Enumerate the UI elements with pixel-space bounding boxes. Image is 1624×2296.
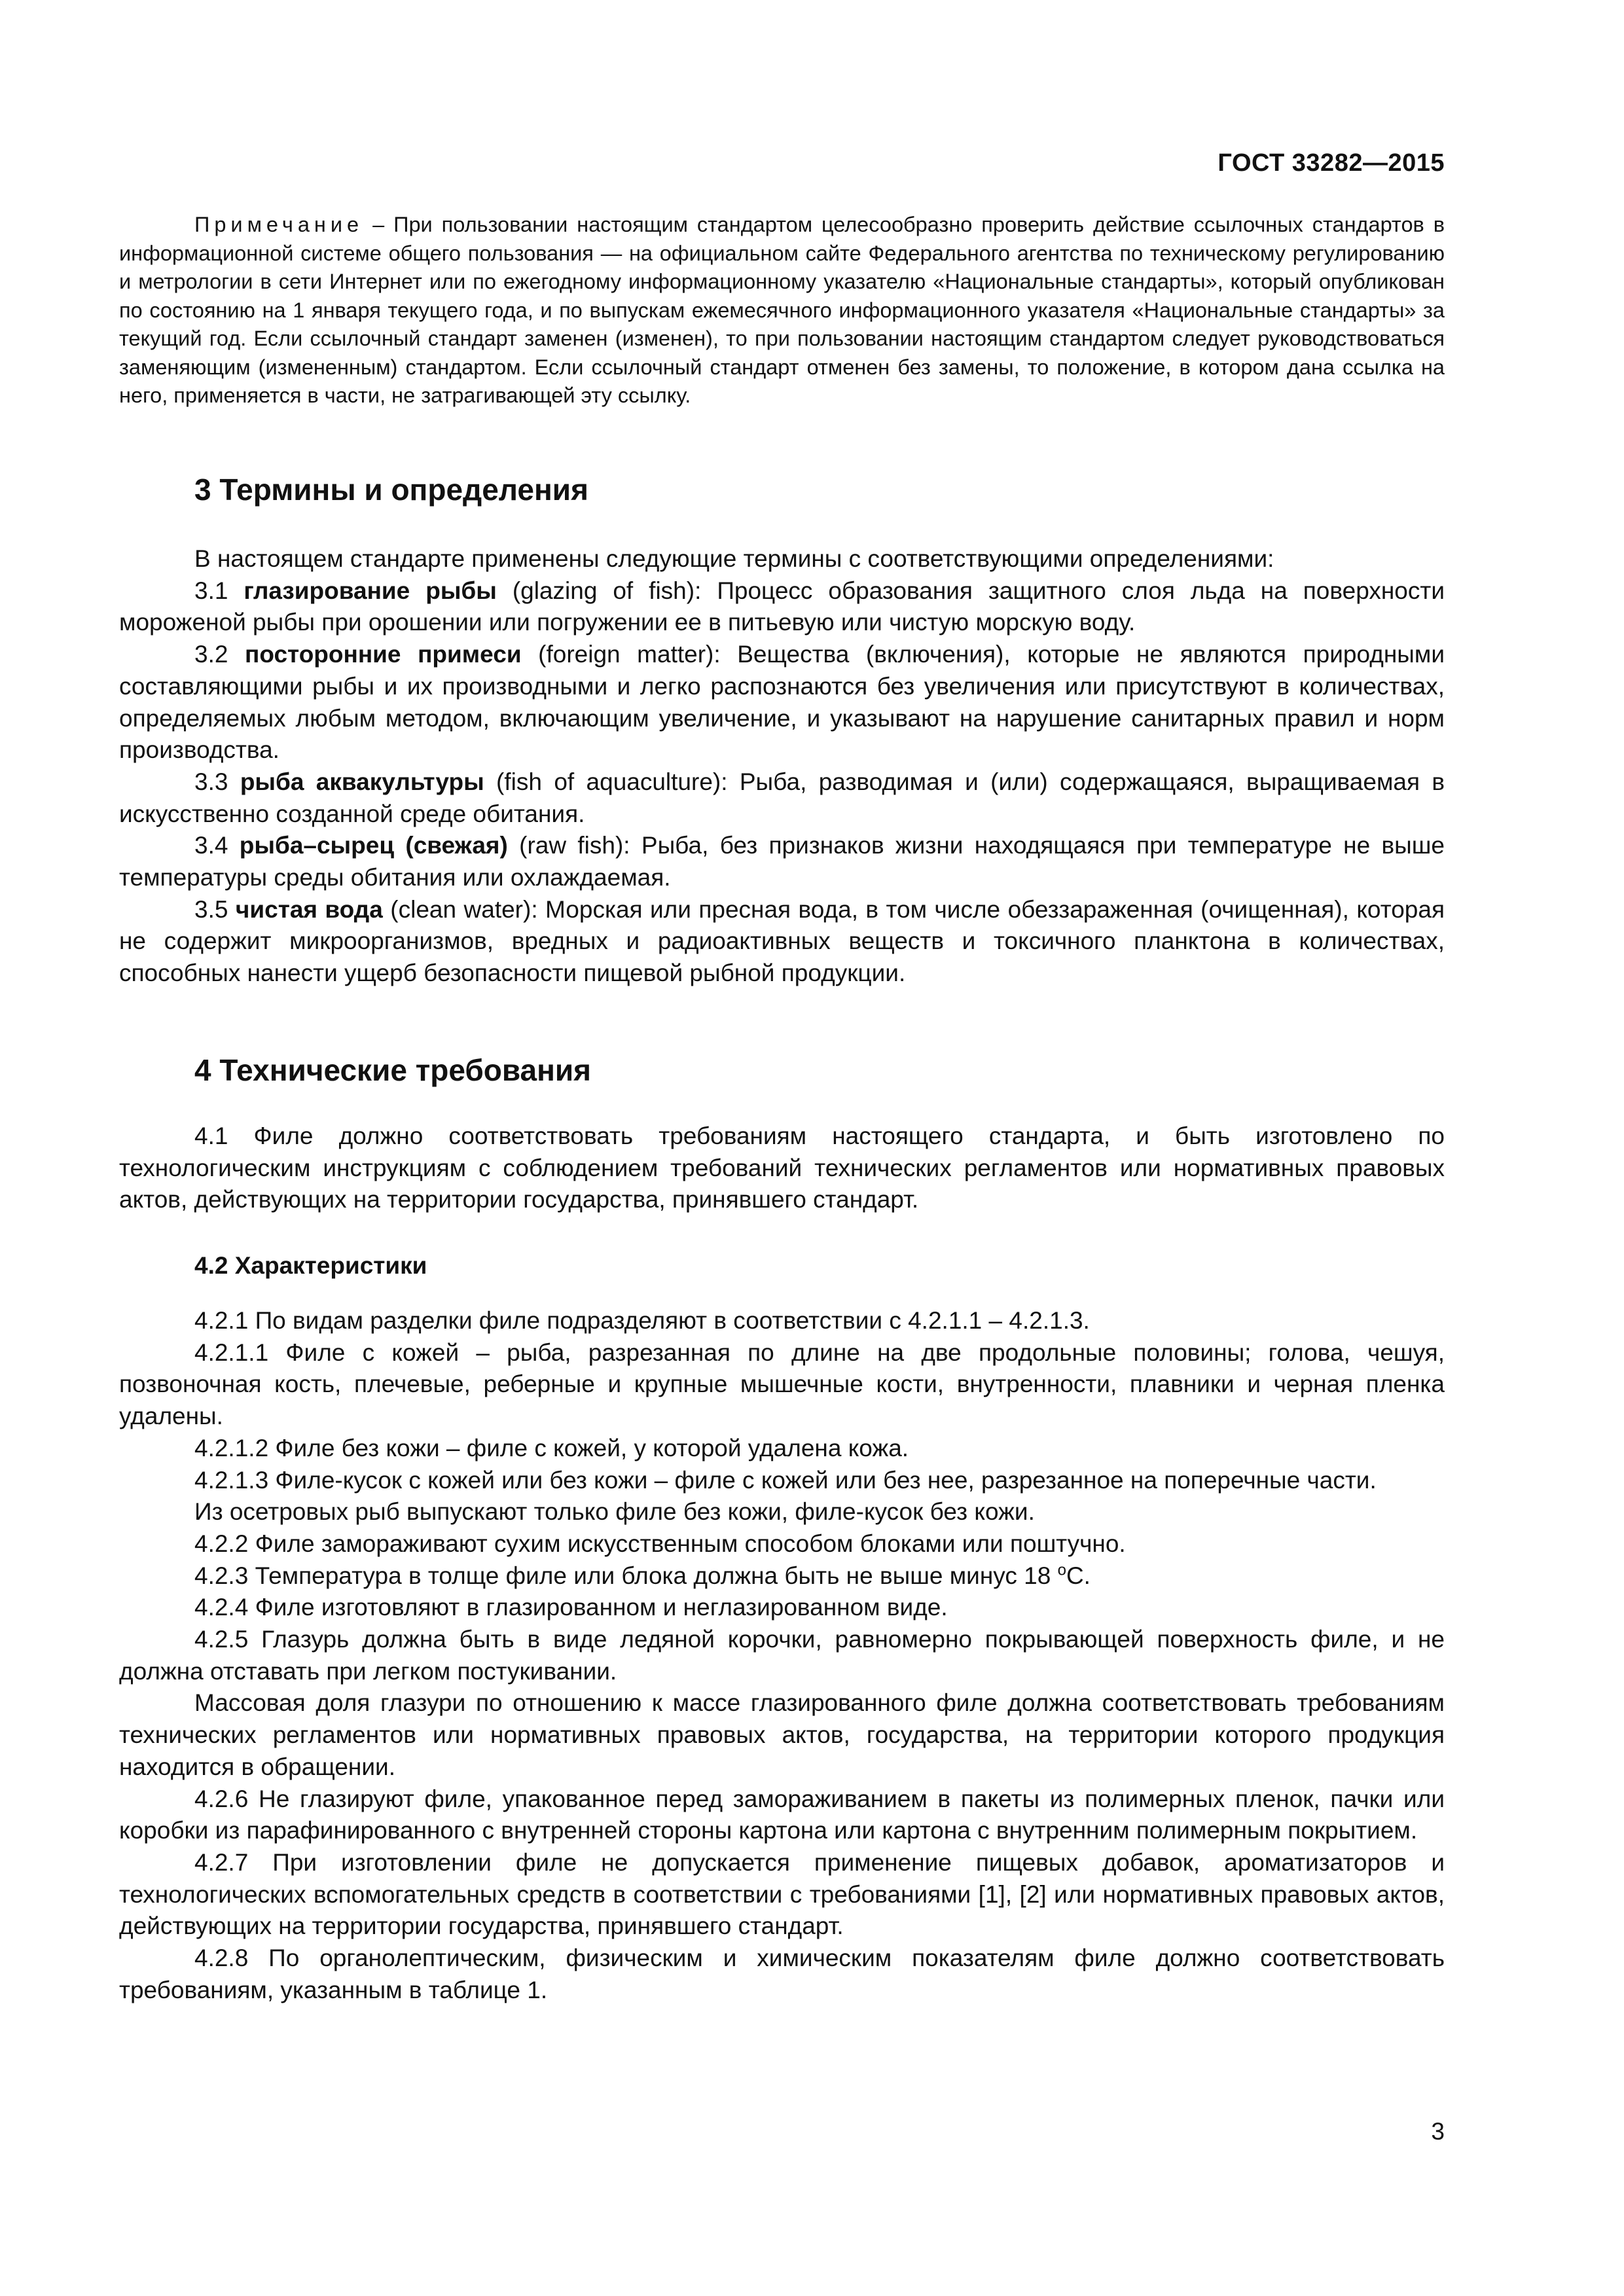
paragraph-4-2-6: 4.2.6 Не глазируют филе, упакованное перед замораживанием в пакеты из полимерных пленок, пачки или коробки из парафинированного с внутренней стороны картона или картона с внутренним полимерным покрытием. (119, 1785, 1445, 1844)
paragraph-4-2-1: 4.2.1 По видам разделки филе подразделяют в соответствии с 4.2.1.1 – 4.2.1.3. (194, 1307, 1090, 1334)
paragraph-4-2-4: 4.2.4 Филе изготовляют в глазированном и неглазированном виде. (194, 1594, 948, 1621)
section-3-title: 3 Термины и определения (194, 473, 588, 507)
subsection-4-2-title: 4.2 Характеристики (194, 1252, 427, 1279)
section-4-1 (119, 1121, 1445, 1216)
degree-sign: о (1057, 1561, 1066, 1579)
paragraph-sturgeon: Из осетровых рыб выпускают только филе без кожи, филе-кусок без кожи. (194, 1498, 1035, 1526)
page-number: 3 (1431, 2118, 1445, 2145)
term-3-2: 3.2 посторонние примеси (foreign matter): Вещества (включения), которые не являются природными составляющими рыбы и их производными и легко распознаются без увеличения или присутствуют в количествах, определяемых любым методом, включающим увеличение, и указывают на нарушение санитарных правил и норм производства. (119, 641, 1445, 764)
paragraph-4-2-5: 4.2.5 Глазурь должна быть в виде ледяной корочки, равномерно покрывающей поверхность филе, и не должна отставать при легком постукивании. (119, 1626, 1445, 1685)
paragraph-4-2-1-2: 4.2.1.2 Филе без кожи – филе с кожей, у которой удалена кожа. (194, 1434, 909, 1462)
term-name: рыба аквакультуры (240, 768, 484, 795)
term-3-4: 3.4 рыба–сырец (свежая) (raw fish): Рыба, без признаков жизни находящаяся при температуре не выше температуры среды обитания или охлаждаемая. (119, 832, 1445, 891)
section-3-body (119, 543, 1445, 990)
paragraph-4-2-1-1: 4.2.1.1 Филе с кожей – рыба, разрезанная по длине на две продольные половины; голова, чешуя, позвоночная кость, плечевые, реберные и крупные мышечные кости, внутренности, плавники и черная пленка удалены. (119, 1338, 1445, 1430)
document-code: ГОСТ 33282—2015 (1218, 149, 1445, 177)
paragraph-4-2-8: 4.2.8 По органолептическим, физическим и химическим показателям филе должно соответствовать требованиям, указанным в таблице 1. (119, 1945, 1445, 2003)
term-name: посторонние примеси (245, 641, 522, 668)
term-3-3: 3.3 рыба аквакультуры (fish of aquaculture): Рыба, разводимая и (или) содержащаяся, выращиваемая в искусственно созданной среде обитания. (119, 768, 1445, 827)
term-name: чистая вода (235, 895, 383, 923)
section-4-2-body (119, 1305, 1445, 2006)
term-3-5: 3.5 чистая вода (clean water): Морская или пресная вода, в том числе обеззараженная (очищенная), которая не содержит микроорганизмов, вредных и радиоактивных веществ и токсичного планктона в количествах, способных нанести ущерб безопасности пищевой рыбной продукции. (119, 895, 1445, 987)
section-4-title: 4 Технические требования (194, 1053, 591, 1087)
term-name: рыба–сырец (свежая) (239, 832, 508, 859)
paragraph-4-2-2: 4.2.2 Филе замораживают сухим искусственным способом блоками или поштучно. (194, 1530, 1126, 1557)
paragraph-4-2-7: 4.2.7 При изготовлении филе не допускается применение пищевых добавок, ароматизаторов и технологических вспомогательных средств в соответствии с требованиями [1], [2] или нормативных правовых актов, действующих на территории государства, принявшего стандарт. (119, 1848, 1445, 1940)
paragraph-4-2-1-3: 4.2.1.3 Филе-кусок с кожей или без кожи – филе с кожей или без нее, разрезанное на поперечные части. (194, 1466, 1377, 1494)
paragraph-glaze: Массовая доля глазури по отношению к массе глазированного филе должна соответствовать требованиям технических регламентов или нормативных правовых актов, государства, на территории которого продукция находится в обращении. (119, 1689, 1445, 1780)
paragraph-4-2-3: 4.2.3 Температура в толще филе или блока должна быть не выше минус 18 $^о$С. (194, 1561, 1091, 1589)
section-3-intro: В настоящем стандарте применены следующие термины с соответствующими определениями: (194, 545, 1274, 572)
note-paragraph: Примечание – При пользовании настоящим стандартом целесообразно проверить действие ссылочных стандартов в информационной системе общего пользования — на официальном сайте Федерального агентства по техническому регулированию и метрологии в сети Интернет или по ежегодному информационному указателю «Национальные стандарты», который опубликован по состоянию на 1 января текущего года, и по выпускам ежемесячного информационного указателя «Национальные стандарты» за текущий год. Если ссылочный стандарт заменен (изменен), то при пользовании настоящим стандартом следует руководствоваться заменяющим (измененным) стандартом. Если ссылочный стандарт отменен без замены, то положение, в котором дана ссылка на него, применяется в части, не затрагивающей эту ссылку. (119, 213, 1445, 407)
note-lead: Примечание (194, 213, 364, 236)
note-text: При пользовании настоящим стандартом целесообразно проверить действие ссылочных стандартов в информационной системе общего пользования — на официальном сайте Федерального агентства по техническому регулированию и метрологии в сети Интернет или по ежегодному информационному указателю «Национальные стандарты», который опубликован по состоянию на 1 января текущего года, и по выпускам ежемесячного информационного указателя «Национальные стандарты» за текущий год. Если ссылочный стандарт заменен (изменен), то при пользовании настоящим стандартом следует руководствоваться заменяющим (измененным) стандартом. Если ссылочный стандарт отменен без замены, то положение, в котором дана ссылка на него, применяется в части, не затрагивающей эту ссылку. (119, 213, 1445, 407)
term-3-1: 3.1 глазирование рыбы (glazing of fish): Процесс образования защитного слоя льда на поверхности мороженой рыбы при орошении или погружении ее в питьевую или чистую морскую воду. (119, 577, 1445, 636)
term-name: глазирование рыбы (244, 577, 497, 604)
paragraph-4-1: 4.1 Филе должно соответствовать требованиям настоящего стандарта, и быть изготовлено по технологическим инструкциям с соблюдением требований технических регламентов или нормативных правовых актов, действующих на территории государства, принявшего стандарт. (119, 1122, 1445, 1213)
